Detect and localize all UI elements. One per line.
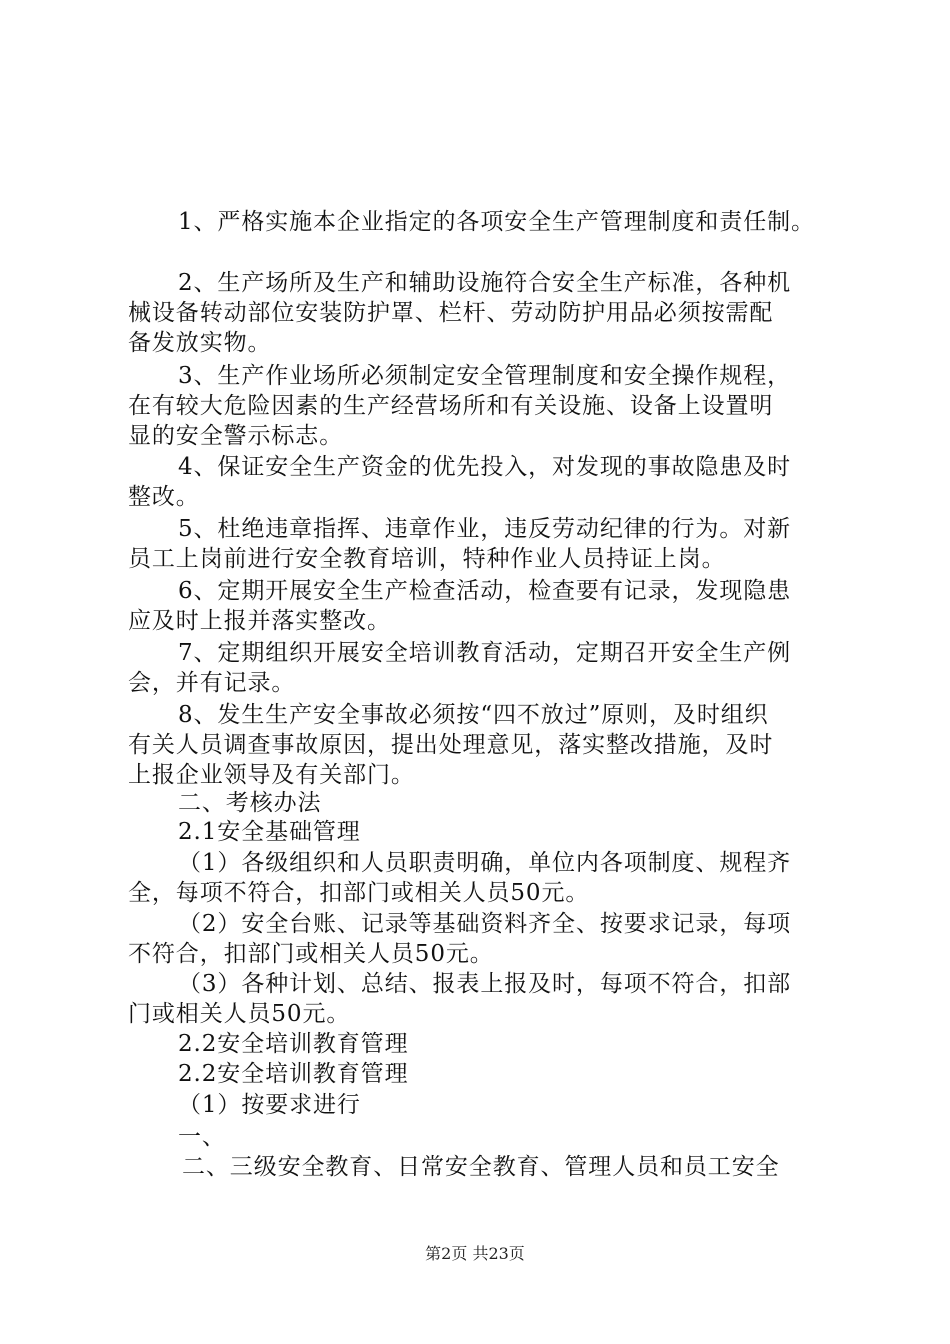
text-line <box>0 878 950 908</box>
text-line <box>0 969 950 999</box>
text-line-content: 2.2安全培训教育管理 <box>178 1061 409 1087</box>
text-line-content: 一、 <box>178 1124 226 1150</box>
text-line-content: 械设备转动部位安装防护罩、栏杆、劳动防护用品必须按需配 <box>128 300 774 326</box>
text-line <box>0 1152 950 1182</box>
text-line-content: 2、生产场所及生产和辅助设施符合安全生产标准，各种机 <box>178 270 792 296</box>
text-line <box>0 482 950 512</box>
text-line <box>0 544 950 574</box>
text-line-content: 上报企业领导及有关部门。 <box>128 762 415 788</box>
text-line-content: 全，每项不符合，扣部门或相关人员50元。 <box>128 880 590 906</box>
text-line <box>0 999 950 1029</box>
text-line-content: 门或相关人员50元。 <box>128 1001 351 1027</box>
text-line <box>0 909 950 939</box>
text-line-content: （2）安全台账、记录等基础资料齐全、按要求记录，每项 <box>178 911 792 937</box>
text-line-content: 1、严格实施本企业指定的各项安全生产管理制度和责任制。 <box>178 209 815 235</box>
text-line <box>0 207 950 237</box>
text-line-content: （3）各种计划、总结、报表上报及时，每项不符合，扣部 <box>178 971 792 997</box>
text-line-content: （1）各级组织和人员职责明确，单位内各项制度、规程齐 <box>178 850 792 876</box>
text-line-content: 会，并有记录。 <box>128 670 296 696</box>
text-line <box>0 298 950 328</box>
text-line <box>0 700 950 730</box>
text-line-content: 备发放实物。 <box>128 330 272 356</box>
text-line-content: 2.2安全培训教育管理 <box>178 1031 409 1057</box>
text-line-content: 整改。 <box>128 484 200 510</box>
text-line-content: 6、定期开展安全生产检查活动，检查要有记录，发现隐患 <box>178 578 792 604</box>
text-line <box>0 848 950 878</box>
text-line-content: 8、发生生产安全事故必须按“四不放过”原则，及时组织 <box>178 702 769 728</box>
text-line-content: 显的安全警示标志。 <box>128 423 344 449</box>
text-line-content: 有关人员调查事故原因，提出处理意见，落实整改措施，及时 <box>128 732 774 758</box>
section-heading <box>0 788 950 818</box>
text-line <box>0 1122 950 1152</box>
text-line <box>0 638 950 668</box>
text-line <box>0 452 950 482</box>
text-line-content: 5、杜绝违章指挥、违章作业，违反劳动纪律的行为。对新 <box>178 516 792 542</box>
text-line-content: 二、考核办法 <box>178 790 322 816</box>
text-line-content: 7、定期组织开展安全培训教育活动，定期召开安全生产例 <box>178 640 792 666</box>
text-line <box>0 576 950 606</box>
text-line-content: 2.1安全基础管理 <box>178 819 361 845</box>
page-footer: 第2页 共23页 <box>425 1244 525 1263</box>
text-line <box>0 1090 950 1120</box>
text-line-content: 应及时上报并落实整改。 <box>128 608 391 634</box>
text-line <box>0 328 950 358</box>
text-line <box>0 606 950 636</box>
text-line-content: 员工上岗前进行安全教育培训，特种作业人员持证上岗。 <box>128 546 726 572</box>
text-line <box>0 730 950 760</box>
text-line-content: 不符合，扣部门或相关人员50元。 <box>128 941 494 967</box>
text-line <box>0 760 950 790</box>
subsection-heading <box>0 817 950 847</box>
text-line-content: 在有较大危险因素的生产经营场所和有关设施、设备上设置明 <box>128 393 774 419</box>
text-line-content: 二、三级安全教育、日常安全教育、管理人员和员工安全 <box>182 1154 780 1180</box>
text-line-content: （1）按要求进行 <box>178 1092 361 1118</box>
text-line <box>0 514 950 544</box>
text-line <box>0 668 950 698</box>
text-line <box>0 391 950 421</box>
text-line <box>0 361 950 391</box>
subsection-heading <box>0 1029 950 1059</box>
text-line <box>0 421 950 451</box>
text-line-content: 3、生产作业场所必须制定安全管理制度和安全操作规程， <box>178 363 792 389</box>
text-line <box>0 268 950 298</box>
text-line-content: 4、保证安全生产资金的优先投入，对发现的事故隐患及时 <box>178 454 792 480</box>
text-line <box>0 939 950 969</box>
subsection-heading <box>0 1059 950 1089</box>
